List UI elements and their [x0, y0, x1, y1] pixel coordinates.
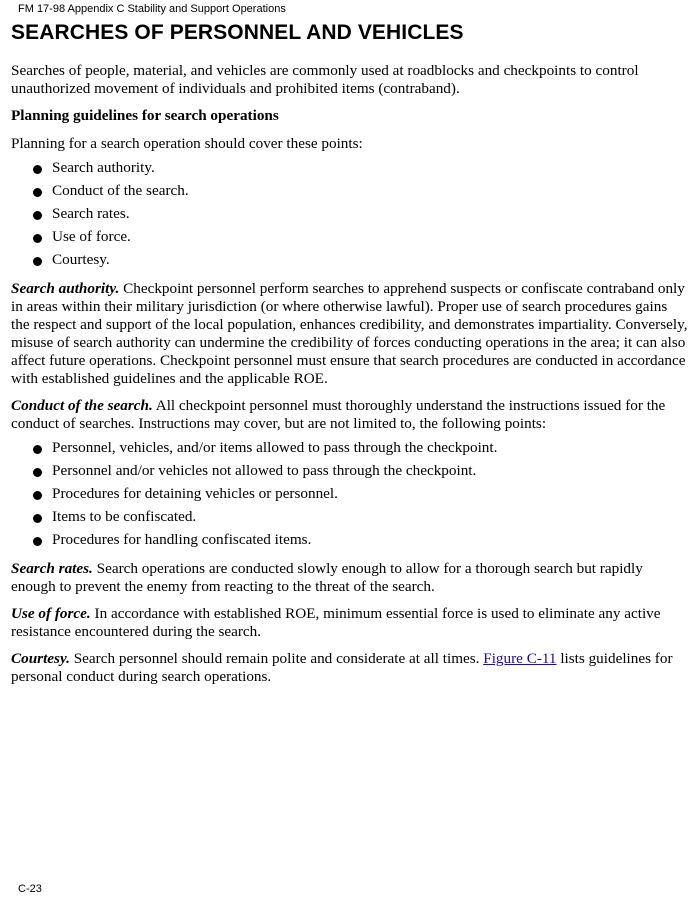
search-rates-paragraph: [11, 560, 689, 596]
bullet-icon: [33, 234, 42, 243]
document-body: [11, 62, 689, 695]
planning-lead: Planning for a search operation should cover these points:: [11, 135, 363, 152]
list-item-text: Personnel, vehicles, and/or items allowed to pass through the checkpoint.: [52, 439, 498, 456]
courtesy-text-after: lists guidelines for personal conduct during search operations.: [11, 650, 673, 685]
figure-c-11-link[interactable]: Figure C-11: [483, 650, 557, 667]
search-rates-term: Search rates.: [11, 560, 93, 577]
list-item: [11, 251, 689, 274]
bullet-icon: [33, 445, 42, 454]
search-authority-term: Search authority.: [11, 280, 120, 297]
courtesy-text-before: Search personnel should remain polite and considerate at all times.: [69, 650, 484, 667]
list-item-text: Procedures for handling confiscated items.: [52, 531, 312, 548]
running-header: FM 17-98 Appendix C Stability and Support Operations: [18, 3, 286, 15]
list-item: [11, 485, 689, 508]
bullet-icon: [33, 188, 42, 197]
intro-paragraph: Searches of people, material, and vehicles are commonly used at roadblocks and checkpoints to control unauthorized movement of individuals and prohibited items (contraband).: [11, 62, 639, 97]
list-item: [11, 228, 689, 251]
list-item-text: Courtesy.: [52, 251, 110, 268]
list-item-text: Search rates.: [52, 205, 130, 222]
list-item-text: Personnel and/or vehicles not allowed to pass through the checkpoint.: [52, 462, 477, 479]
list-item-text: Items to be confiscated.: [52, 508, 197, 525]
list-item-text: Use of force.: [52, 228, 131, 245]
courtesy-paragraph: [11, 650, 689, 686]
page-number: C-23: [18, 883, 42, 895]
courtesy-term: Courtesy.: [11, 650, 70, 667]
conduct-points-list: [11, 439, 689, 554]
page-title: SEARCHES OF PERSONNEL AND VEHICLES: [11, 21, 464, 44]
list-item-text: Conduct of the search.: [52, 182, 189, 199]
search-authority-paragraph: [11, 280, 689, 388]
bullet-icon: [33, 468, 42, 477]
bullet-icon: [33, 165, 42, 174]
use-of-force-term: Use of force.: [11, 605, 91, 622]
conduct-text: All checkpoint personnel must thoroughly understand the instructions issued for the conduct of searches. Instructions may cover, but are not limited to, the following points:: [11, 397, 666, 432]
use-of-force-text: In accordance with established ROE, minimum essential force is used to eliminate any active resistance encountered during the search.: [11, 605, 661, 640]
list-item: [11, 462, 689, 485]
search-authority-text: Checkpoint personnel perform searches to apprehend suspects or confiscate contraband only in areas within their military jurisdiction (or where otherwise lawful). Proper use of search procedures gains the respect and support of the local population, enhances credibility, and demonstrates impartiality. Conversely, misuse of search authority can undermine the credibility of forces conducting operations in the area; it can also affect future operations. Checkpoint personnel must ensure that search procedures are conducted in accordance with established guidelines and the applicable ROE.: [11, 280, 688, 387]
list-item: [11, 508, 689, 531]
list-item: [11, 439, 689, 462]
planning-points-list: [11, 159, 689, 274]
bullet-icon: [33, 537, 42, 546]
planning-heading: Planning guidelines for search operations: [11, 107, 279, 124]
bullet-icon: [33, 514, 42, 523]
use-of-force-paragraph: [11, 605, 689, 641]
bullet-icon: [33, 491, 42, 500]
search-rates-text: Search operations are conducted slowly enough to allow for a thorough search but rapidly enough to prevent the enemy from reacting to the threat of the search.: [11, 560, 643, 595]
conduct-term: Conduct of the search.: [11, 397, 153, 414]
list-item-text: Procedures for detaining vehicles or personnel.: [52, 485, 338, 502]
list-item-text: Search authority.: [52, 159, 155, 176]
list-item: [11, 205, 689, 228]
bullet-icon: [33, 257, 42, 266]
list-item: [11, 159, 689, 182]
list-item: [11, 182, 689, 205]
bullet-icon: [33, 211, 42, 220]
list-item: [11, 531, 689, 554]
conduct-paragraph: [11, 397, 689, 433]
